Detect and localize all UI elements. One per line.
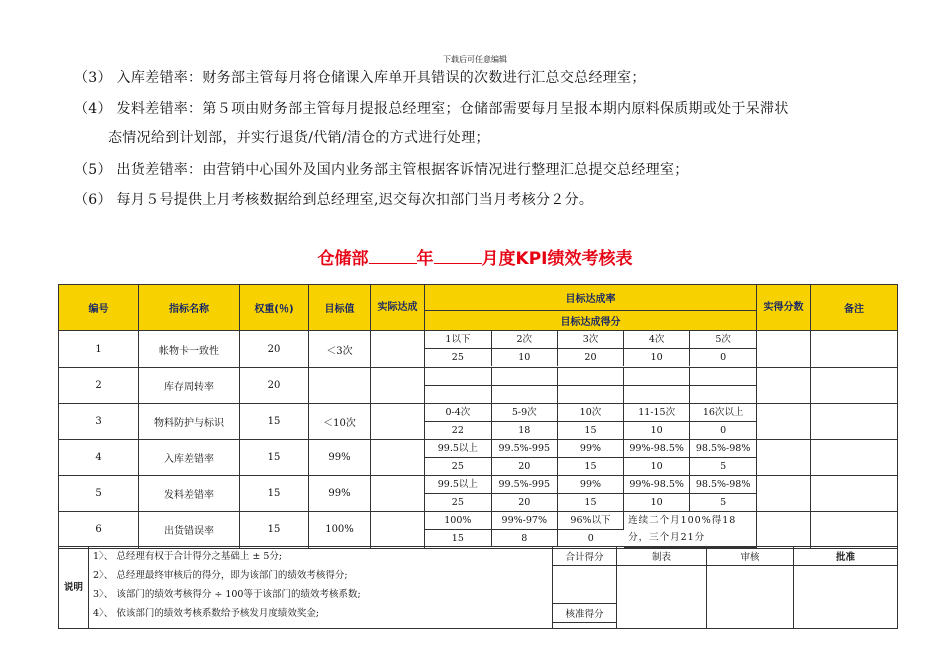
rate-score: 18 [491, 422, 557, 440]
row-indicator-name: 发料差错率 [139, 476, 240, 512]
footer-note-4: 4〉、 依该部门的绩效考核系数给予核发月度绩效奖金; [93, 608, 320, 619]
kpi-table [58, 284, 898, 549]
rate-level: 11-15次 [624, 404, 690, 422]
row-actual-cell[interactable] [371, 404, 425, 440]
footer-table [58, 546, 898, 629]
row-id: 6 [59, 512, 139, 549]
row-target [309, 368, 371, 404]
paragraph-4: （4） 发料差错率：第５项由财务部主管每月提报总经理室；仓储部需要每月呈报本期内原料保质期或处于呆滞状 [74, 101, 789, 117]
rate-score: 10 [624, 349, 690, 367]
row-rate-grid [425, 476, 757, 512]
rate-score: 10 [624, 458, 690, 476]
rate-score-grid [425, 440, 756, 475]
row-target: ＜10次 [309, 404, 371, 440]
rate-level: 100% [425, 512, 491, 530]
row-weight: 20 [240, 331, 309, 368]
rate-score: 5 [720, 461, 727, 472]
rate-level: 99.5%-995 [491, 476, 557, 494]
header-target: 目标值 [309, 285, 371, 331]
rate-score: 15 [557, 494, 623, 512]
rate-level: 99%-98.5% [624, 440, 690, 458]
rate-level [557, 368, 623, 386]
rate-score [491, 386, 557, 404]
rate-level: 3次 [557, 331, 623, 349]
rate-score: 25 [425, 494, 491, 512]
rate-score: 20 [491, 458, 557, 476]
table-row [59, 512, 898, 549]
header-rate: 目标达成率 [425, 285, 757, 311]
rate-level: 99.5以上 [425, 476, 491, 494]
rate-level [491, 368, 557, 386]
rate-level [425, 368, 491, 386]
rate-level: 5次 [690, 331, 756, 349]
row-weight: 15 [240, 404, 309, 440]
row-rate-grid [425, 331, 757, 368]
title-year: 年 [416, 249, 434, 269]
table-row [59, 404, 898, 440]
rate-score [624, 386, 690, 404]
row-got-score-cell[interactable] [757, 512, 811, 549]
rate-level: 5-9次 [491, 404, 557, 422]
row-indicator-name: 库存周转率 [139, 368, 240, 404]
row-weight: 15 [240, 512, 309, 549]
approve-label: 批准 [794, 547, 898, 566]
rate-level: 98.5%-98% [690, 476, 756, 494]
footer-notes [89, 547, 553, 629]
rate-score [425, 386, 491, 404]
rate-score: 15 [425, 530, 491, 548]
row-got-score-cell[interactable] [757, 368, 811, 404]
rate-level: 99% [557, 476, 623, 494]
rate-score: 15 [557, 458, 623, 476]
header-remark: 备注 [811, 285, 898, 331]
rate-level: 4次 [624, 331, 690, 349]
row-actual-cell[interactable] [371, 440, 425, 476]
row-actual-cell[interactable] [371, 331, 425, 368]
row-indicator-name: 入库差错率 [139, 440, 240, 476]
rate-score-grid [425, 476, 756, 511]
paragraph-6: （6） 每月５号提供上月考核数据给到总经理室,迟交每次扣部门当月考核分２分。 [74, 192, 594, 208]
rate-level: 2次 [491, 331, 557, 349]
row-weight: 20 [240, 368, 309, 404]
row-id: 1 [59, 331, 139, 368]
paragraph-4-cont-text: 态情况给到计划部，并实行退货/代销/清仓的方式进行处理； [108, 130, 490, 146]
row-remark-cell[interactable] [811, 404, 898, 440]
make-label: 制表 [617, 547, 707, 566]
row-remark-cell[interactable] [811, 512, 898, 549]
table-row [59, 440, 898, 476]
rate-level: 98.5%-98% [690, 440, 756, 458]
row-id: 4 [59, 440, 139, 476]
footer-note-1: 1〉、 总经理有权于合计得分之基础上 ± 5分; [93, 551, 283, 562]
row-rate-grid [425, 404, 757, 440]
title-dept: 仓储部 [317, 249, 369, 269]
header-got: 实得分数 [757, 285, 811, 331]
row-target: 100% [309, 512, 371, 549]
rate-score: 25 [425, 349, 491, 367]
header-name: 指标名称 [139, 285, 240, 331]
make-cell[interactable] [617, 566, 707, 629]
rate-score: 0 [720, 352, 727, 363]
rate-level: 96%以下 [557, 512, 623, 530]
rate-level [690, 368, 756, 386]
review-cell[interactable] [707, 566, 794, 629]
total-score-label: 合计得分 [553, 547, 617, 566]
row-note: 连续二个月100%得18分，三个月21分 [624, 512, 756, 547]
approve-cell[interactable] [794, 566, 898, 629]
footer-note-3: 3〉、 该部门的绩效考核得分 ÷ 100等于该部门的绩效考核系数; [93, 589, 361, 600]
row-id: 5 [59, 476, 139, 512]
row-actual-cell[interactable] [371, 512, 425, 549]
row-weight: 15 [240, 440, 309, 476]
paragraph-5: （5） 出货差错率：由营销中心国外及国内业务部主管根据客诉情况进行整理汇总提交总经理室； [74, 162, 689, 178]
row-rate-grid [425, 440, 757, 476]
row-actual-cell[interactable] [371, 476, 425, 512]
month-blank[interactable] [434, 249, 482, 264]
row-got-score-cell[interactable] [757, 440, 811, 476]
approved-score-cell[interactable] [553, 623, 617, 629]
row-got-score-cell[interactable] [757, 331, 811, 368]
approved-score-label: 核准得分 [553, 604, 617, 623]
review-label: 审核 [707, 547, 794, 566]
row-target: ＜3次 [309, 331, 371, 368]
rate-score: 0 [720, 425, 727, 436]
row-remark-cell[interactable] [811, 476, 898, 512]
table-row [59, 476, 898, 512]
row-got-score-cell[interactable] [757, 404, 811, 440]
row-remark-cell[interactable] [811, 368, 898, 404]
paragraph-4-cont [74, 124, 894, 152]
rate-level: 10次 [557, 404, 623, 422]
rate-score-grid [425, 331, 756, 366]
total-score-cell[interactable] [553, 566, 617, 604]
rate-score-grid [425, 404, 756, 439]
rate-score: 10 [624, 422, 690, 440]
row-indicator-name: 出货错误率 [139, 512, 240, 549]
rate-level: 0-4次 [425, 404, 491, 422]
rate-score-grid [425, 512, 756, 548]
rate-score: 25 [425, 458, 491, 476]
rate-level: 1以下 [425, 331, 491, 349]
row-indicator-name: 帐物卡一致性 [139, 331, 240, 368]
row-rate-grid [425, 512, 757, 549]
rate-level: 99.5%-995 [491, 440, 557, 458]
paragraph-3: （3） 入库差错率：财务部主管每月将仓储课入库单开具错误的次数进行汇总交总经理室； [74, 70, 646, 86]
rate-level [624, 368, 690, 386]
rate-score: 10 [491, 349, 557, 367]
row-remark-cell[interactable] [811, 440, 898, 476]
row-rate-grid [425, 368, 757, 404]
rate-level: 16次以上 [690, 404, 756, 422]
table-row [59, 331, 898, 368]
rate-level: 99.5以上 [425, 440, 491, 458]
row-id: 2 [59, 368, 139, 404]
row-actual-cell[interactable] [371, 368, 425, 404]
header-score: 目标达成得分 [425, 311, 757, 331]
row-remark-cell[interactable] [811, 331, 898, 368]
rate-score: 22 [425, 422, 491, 440]
row-target: 99% [309, 440, 371, 476]
rate-level: 99%-98.5% [624, 476, 690, 494]
rate-score: 15 [557, 422, 623, 440]
rate-score: 10 [624, 494, 690, 512]
rate-score-grid [425, 368, 756, 403]
header-actual: 实际达成 [371, 285, 425, 331]
row-weight: 15 [240, 476, 309, 512]
rate-score: 20 [491, 494, 557, 512]
header-id: 编号 [59, 285, 139, 331]
year-blank[interactable] [369, 249, 417, 264]
table-row [59, 368, 898, 404]
row-indicator-name: 物料防护与标识 [139, 404, 240, 440]
rate-level: 99% [557, 440, 623, 458]
rate-score [690, 386, 756, 404]
footer-label: 说明 [59, 547, 89, 629]
form-title [0, 244, 950, 269]
header-weight: 权重(％) [240, 285, 309, 331]
rate-score: 8 [491, 530, 557, 548]
rate-score: 20 [557, 349, 623, 367]
rate-level: 99%-97% [491, 512, 557, 530]
title-rest: 月度KPI绩效考核表 [481, 249, 633, 269]
rate-score: 0 [587, 533, 594, 544]
row-got-score-cell[interactable] [757, 476, 811, 512]
row-id: 3 [59, 404, 139, 440]
rate-score [557, 386, 623, 404]
page-header-note: 下载后可任意编辑 [443, 55, 507, 64]
row-target: 99% [309, 476, 371, 512]
rate-score: 5 [720, 497, 727, 508]
footer-note-2: 2〉、 总经理最终审核后的得分，即为该部门的绩效考核得分; [93, 570, 348, 581]
